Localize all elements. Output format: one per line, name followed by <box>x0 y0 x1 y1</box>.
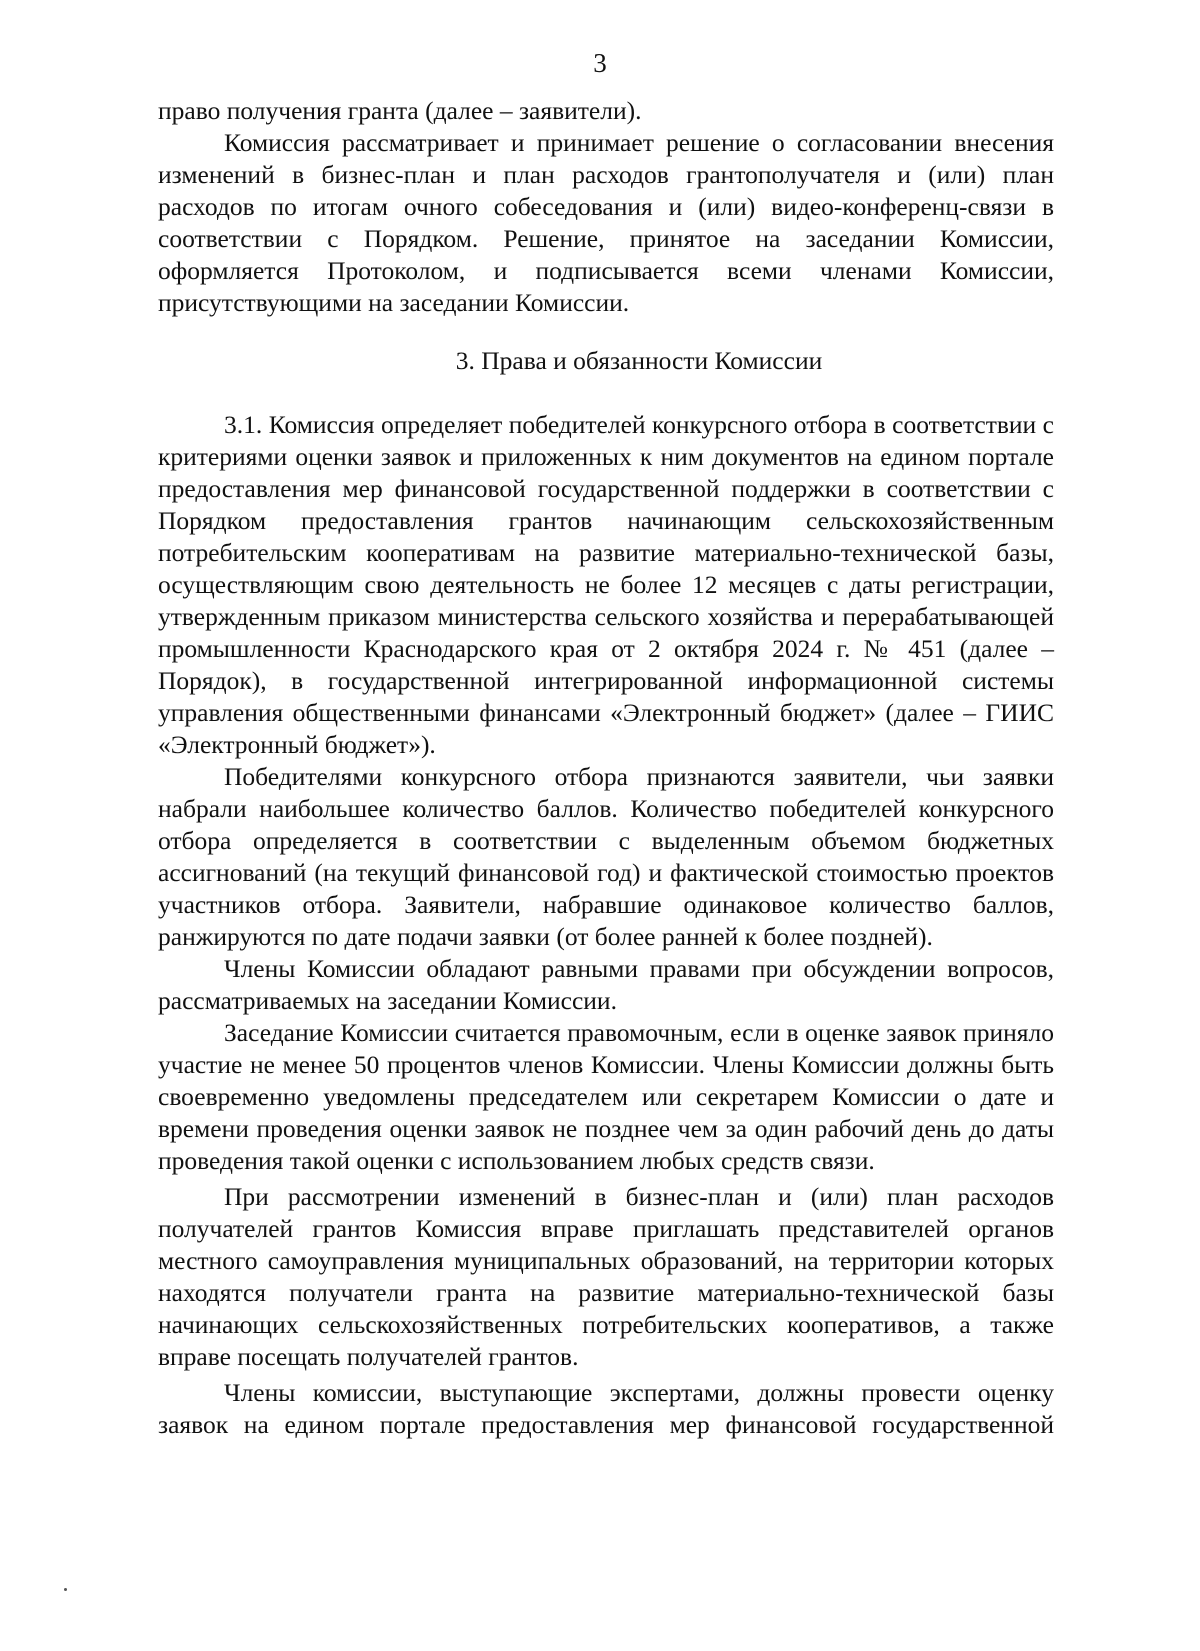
paragraph-quorum: Заседание Комиссии считается правомочным, если в оценке заявок приняло участие не менее 50 процентов членов Комиссии. Члены Комиссии должны быть своевременно уведомлены председателем или секретарем Комиссии о дате и времени проведения оценки заявок не позднее чем за один рабочий день до даты проведения такой оценки с использованием любых средств связи. <box>158 1018 1054 1175</box>
paragraph-experts: Члены комиссии, выступающие экспертами, должны провести оценку заявок на едином портале предоставления мер финансовой государственной <box>158 1378 1054 1439</box>
top-text-block <box>158 95 1054 319</box>
section-heading-block <box>158 345 1054 377</box>
paragraph-business-plan-changes: При рассмотрении изменений в бизнес-план и (или) план расходов получателей грантов Комиссия вправе приглашать представителей органов местного самоуправления муниципальных образований, на территории которых находятся получатели гранта на развитие материально-технической базы начинающих сельскохозяйственных потребительских кооперативов, а также вправе посещать получателей грантов. <box>158 1182 1054 1371</box>
paragraph-equal-rights: Члены Комиссии обладают равными правами при обсуждении вопросов, рассматриваемых на заседании Комиссии. <box>158 954 1054 1015</box>
page-number: 3 <box>593 48 607 78</box>
main-text-block <box>158 409 1054 1441</box>
paragraph-commission-decision: Комиссия рассматривает и принимает решение о согласовании внесения изменений в бизнес-план и план расходов грантополучателя и (или) план расходов по итогам очного собеседования и (или) видео-конференц-связи в соответствии с Порядком. Решение, принятое на заседании Комиссии, оформляется Протоколом, и подписывается всеми членами Комиссии, присутствующими на заседании Комиссии. <box>158 128 1054 317</box>
section-heading: 3. Права и обязанности Комиссии <box>455 346 823 375</box>
paragraph-winners: Победителями конкурсного отбора признаются заявители, чьи заявки набрали наибольшее количество баллов. Количество победителей конкурсного отбора определяется в соответствии с выделенным объемом бюджетных ассигнований (на текущий финансовой год) и фактической стоимостью проектов участников отбора. Заявители, набравшие одинаковое количество баллов, ранжируются по дате подачи заявки (от более ранней к более поздней). <box>158 762 1054 951</box>
paragraph-3-1: 3.1. Комиссия определяет победителей конкурсного отбора в соответствии с критериями оценки заявок и приложенных к ним документов на едином портале предоставления мер финансовой государственной поддержки в соответствии с Порядком предоставления грантов начинающим сельскохозяйственным потребительским кооперативам на развитие материально-технической базы, осуществляющим свою деятельность не более 12 месяцев с даты регистрации, утвержденным приказом министерства сельского хозяйства и перерабатывающей промышленности Краснодарского края от 2 октября 2024 г. № 451 (далее – Порядок), в государственной интегрированной информационной системы управления общественными финансами «Электронный бюджет» (далее – ГИИС «Электронный бюджет»). <box>158 410 1054 759</box>
scan-speck <box>64 1588 67 1591</box>
paragraph-continuation: право получения гранта (далее – заявители). <box>158 96 642 125</box>
